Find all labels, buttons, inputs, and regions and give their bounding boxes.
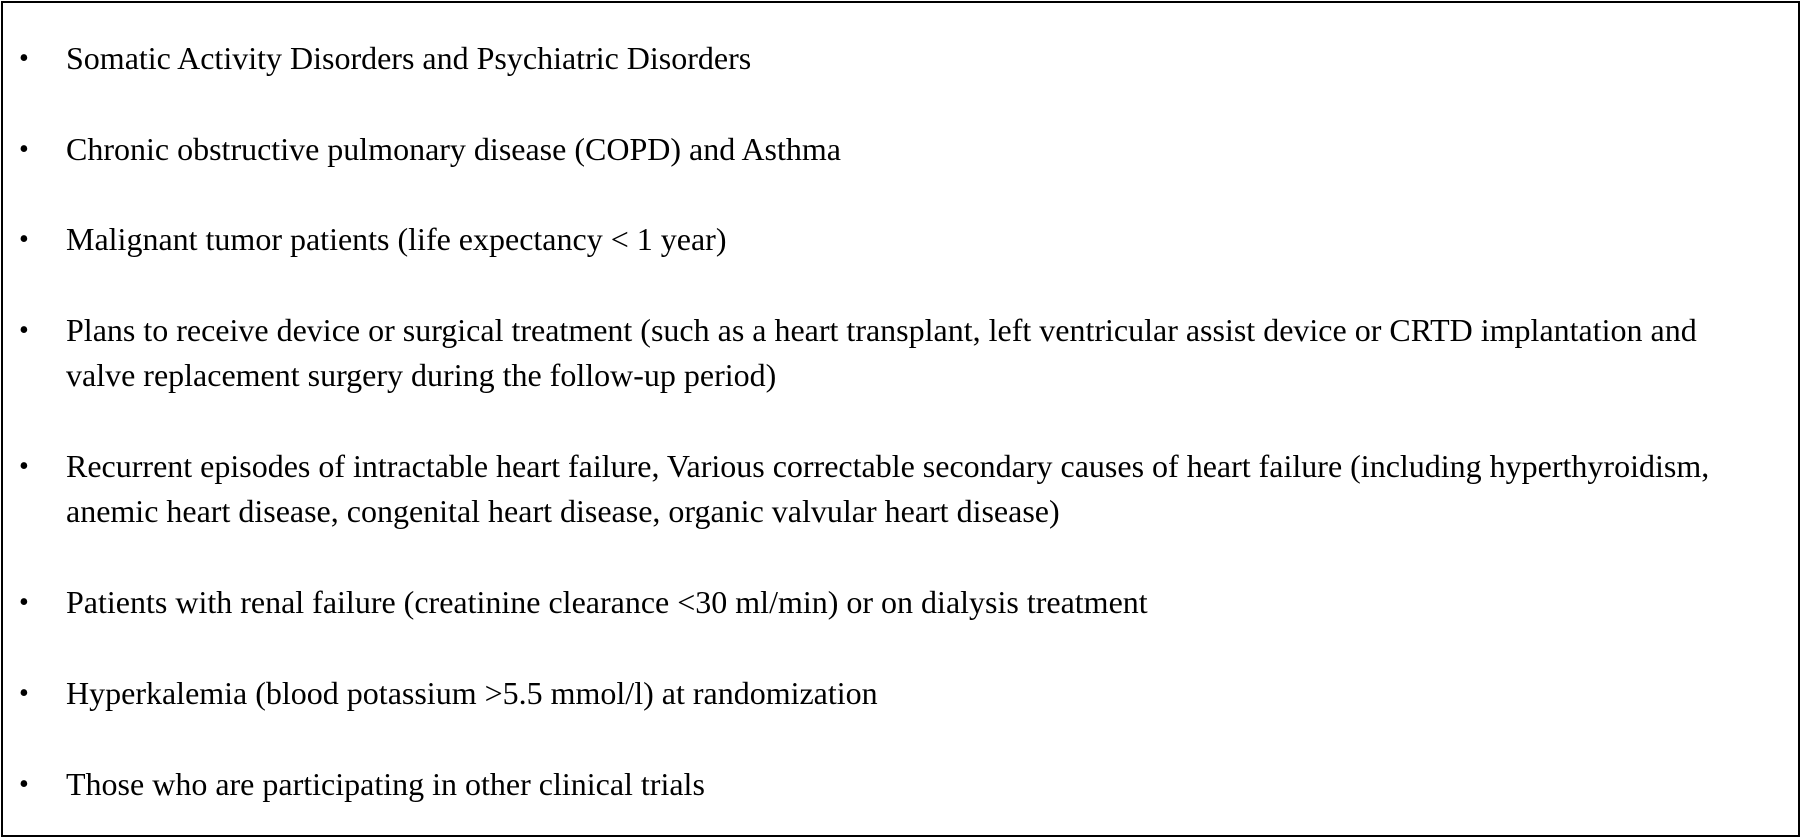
bullet-icon: • xyxy=(19,587,29,618)
list-item-text: Recurrent episodes of intractable heart failure, Various correctable secondary causes of heart failure (including hyperthyroidism, anemic heart disease, congenital heart disease, organic valvular heart disease) xyxy=(66,448,1710,529)
list-item-text: Hyperkalemia (blood potassium >5.5 mmol/l) at randomization xyxy=(66,675,878,711)
bullet-icon: • xyxy=(19,134,29,165)
exclusion-criteria-box xyxy=(1,1,1800,837)
list-item-text: Those who are participating in other clinical trials xyxy=(66,766,705,802)
bullet-icon: • xyxy=(19,769,29,800)
list-item-text: Patients with renal failure (creatinine clearance <30 ml/min) or on dialysis treatment xyxy=(66,584,1148,620)
bullet-icon: • xyxy=(19,678,29,709)
bullet-icon: • xyxy=(19,43,29,74)
list-item-text: Malignant tumor patients (life expectancy < 1 year) xyxy=(66,221,727,257)
list-item-text: Chronic obstructive pulmonary disease (COPD) and Asthma xyxy=(66,131,841,167)
list-item-text: Plans to receive device or surgical treatment (such as a heart transplant, left ventricular assist device or CRTD implantation and valve replacement surgery during the follow-up period) xyxy=(66,312,1697,393)
list-item-text: Somatic Activity Disorders and Psychiatric Disorders xyxy=(66,40,752,76)
bullet-icon: • xyxy=(19,451,29,482)
bullet-icon: • xyxy=(19,315,29,346)
bullet-icon: • xyxy=(19,224,29,255)
